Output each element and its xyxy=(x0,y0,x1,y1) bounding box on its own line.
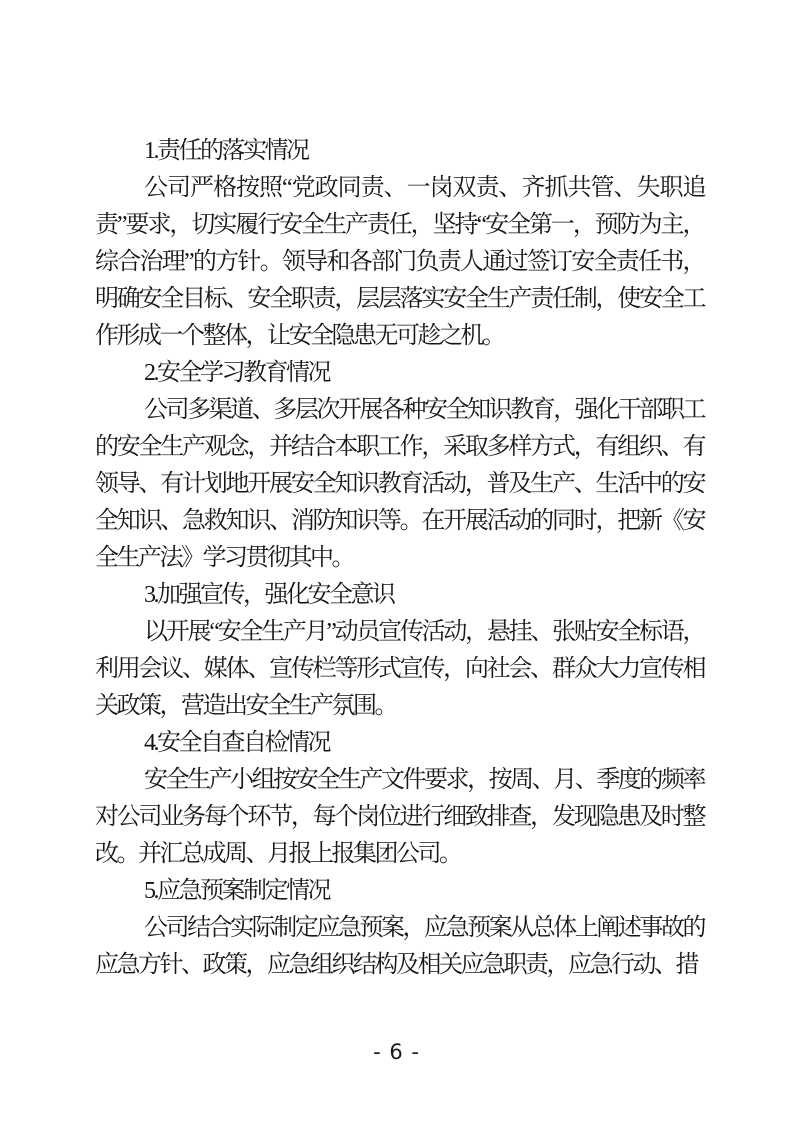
section-heading: 2.安全学习教育情况 xyxy=(144,360,329,386)
page-footer xyxy=(0,1040,793,1064)
document-content xyxy=(95,133,704,984)
section-body: 公司多渠道、多层次开展各种安全知识教育，强化干部职工的安全生产观念，并结合本职工作，采取多样方式，有组织、有领导、有计划地开展安全知识教育活动，普及生产、生活中的安全知识、急救知识、消防知识等。在开展活动的同时，把新《安全生产法》学习贯彻其中。 xyxy=(95,397,704,571)
section-2 xyxy=(95,355,704,577)
section-body: 安全生产小组按安全生产文件要求，按周、月、季度的频率对公司业务每个环节，每个岗位进行细致排查，发现隐患及时整改。并汇总成周、月报上报集团公司。 xyxy=(95,767,704,867)
section-heading: 5.应急预案制定情况 xyxy=(144,878,329,904)
section-body: 公司严格按照“党政同责、一岗双责、齐抓共管、失职追责”要求，切实履行安全生产责任，坚持“安全第一，预防为主，综合治理”的方针。领导和各部门负责人通过签订安全责任书，明确安全目标、安全职责，层层落实安全生产责任制，使安全工作形成一个整体，让安全隐患无可趁之机。 xyxy=(95,175,704,349)
section-heading: 4.安全自查自检情况 xyxy=(144,730,329,756)
page-number: - 6 - xyxy=(373,1040,420,1064)
section-1 xyxy=(95,133,704,355)
section-body: 以开展“安全生产月”动员宣传活动，悬挂、张贴安全标语，利用会议、媒体、宣传栏等形式宣传，向社会、群众大力宣传相关政策，营造出安全生产氛围。 xyxy=(95,619,704,719)
section-heading: 1.责任的落实情况 xyxy=(144,138,308,164)
section-3 xyxy=(95,577,704,725)
section-body: 公司结合实际制定应急预案，应急预案从总体上阐述事故的应急方针、政策，应急组织结构及相关应急职责，应急行动、措 xyxy=(95,915,704,978)
section-4 xyxy=(95,725,704,873)
section-5 xyxy=(95,873,704,984)
section-heading: 3.加强宣传，强化安全意识 xyxy=(144,582,394,608)
